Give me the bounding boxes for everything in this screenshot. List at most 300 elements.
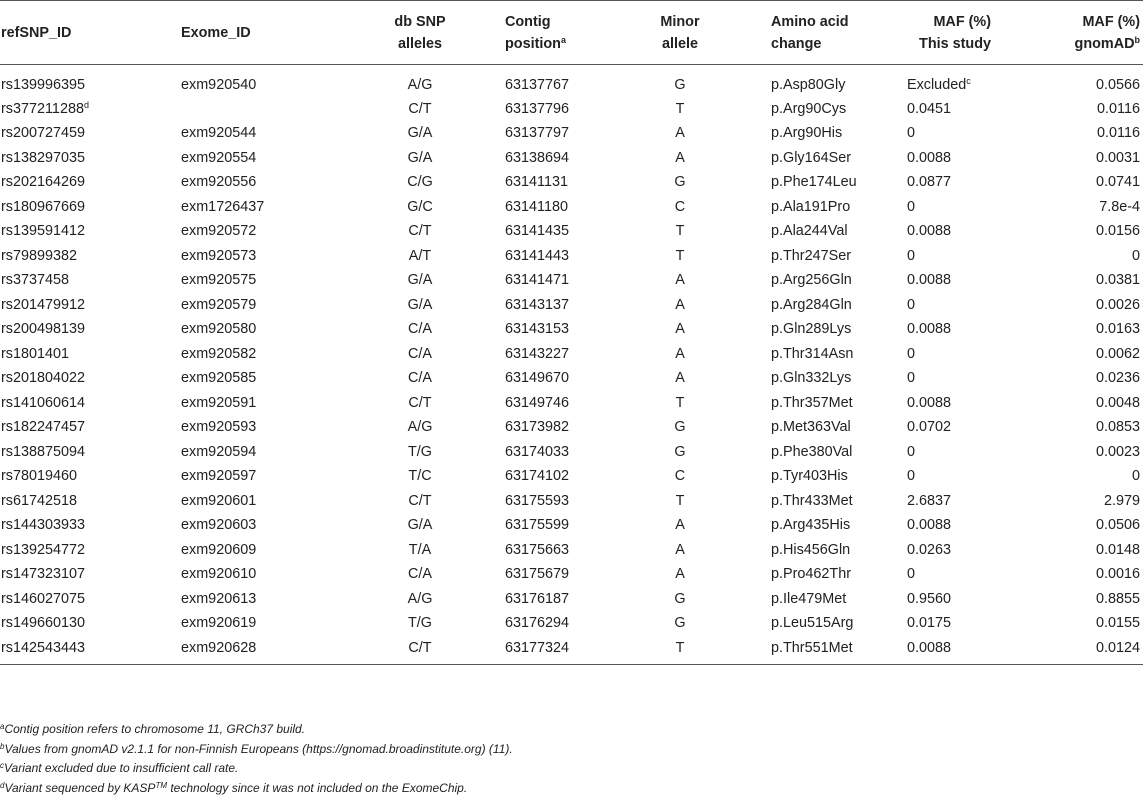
header-exome	[181, 1, 351, 65]
cell-alleles-value: T/C	[408, 468, 432, 485]
cell-maf-gnomad-value: 0.0236	[1095, 370, 1140, 387]
cell-maf-this	[873, 342, 1015, 367]
cell-maf-this-value: 0	[907, 468, 916, 485]
cell-contig	[489, 415, 619, 440]
cell-minor	[619, 268, 741, 293]
cell-minor-value: C	[674, 468, 686, 485]
table-row	[0, 636, 1143, 665]
table-row	[0, 587, 1143, 612]
cell-maf-this-value: 0	[907, 296, 916, 313]
cell-maf-this-value: 0	[907, 566, 916, 583]
cell-maf-gnomad-value: 0	[1131, 468, 1140, 485]
header-maf-this-line1: MAF (%)	[933, 13, 991, 30]
cell-alleles	[351, 415, 489, 440]
cell-contig-value: 63175599	[505, 517, 570, 534]
cell-minor-value: A	[675, 125, 685, 142]
cell-refsnp-value: rs180967669	[1, 198, 86, 215]
cell-alleles	[351, 636, 489, 665]
cell-alleles	[351, 440, 489, 465]
cell-minor	[619, 317, 741, 342]
cell-refsnp	[0, 636, 181, 665]
header-minor-line1: Minor	[660, 13, 700, 30]
cell-maf-gnomad-value: 0.0116	[1097, 125, 1140, 142]
cell-maf-this-value: 0.0702	[907, 419, 952, 436]
footnote-d-trademark: TM	[155, 780, 167, 790]
cell-aa-change	[741, 195, 873, 220]
cell-refsnp	[0, 366, 181, 391]
cell-exome	[181, 587, 351, 612]
cell-maf-this	[873, 121, 1015, 146]
cell-refsnp	[0, 513, 181, 538]
cell-aa-change	[741, 636, 873, 665]
cell-refsnp	[0, 391, 181, 416]
cell-maf-gnomad	[1015, 562, 1143, 587]
cell-maf-this	[873, 464, 1015, 489]
cell-refsnp	[0, 342, 181, 367]
cell-exome-value: exm920610	[181, 566, 257, 583]
table-row	[0, 611, 1143, 636]
cell-alleles-value: C/T	[408, 639, 432, 656]
cell-maf-gnomad	[1015, 366, 1143, 391]
cell-maf-gnomad-value: 0.0023	[1095, 443, 1140, 460]
cell-maf-this	[873, 538, 1015, 563]
cell-refsnp	[0, 121, 181, 146]
cell-exome-value: exm920556	[181, 174, 257, 191]
cell-exome-value: exm920628	[181, 639, 257, 656]
footnote-d-text-end: technology since it was not included on the ExomeChip.	[167, 780, 468, 795]
header-contig-footnote-marker: a	[560, 34, 566, 45]
cell-maf-this-value: 0.0088	[907, 223, 952, 240]
cell-maf-this	[873, 268, 1015, 293]
cell-exome	[181, 293, 351, 318]
cell-contig	[489, 366, 619, 391]
cell-minor-value: T	[675, 247, 685, 264]
cell-aa-change-value: p.Thr551Met	[771, 639, 853, 656]
cell-contig	[489, 244, 619, 269]
cell-minor-value: A	[675, 296, 685, 313]
cell-maf-gnomad-value: 0.0062	[1095, 345, 1140, 362]
cell-maf-this	[873, 489, 1015, 514]
cell-aa-change-value: p.Ala244Val	[771, 223, 848, 240]
cell-maf-this-value: 0	[907, 443, 916, 460]
cell-contig-value: 63174102	[505, 468, 570, 485]
table-row	[0, 195, 1143, 220]
cell-aa-change	[741, 611, 873, 636]
cell-exome-value: exm920591	[181, 394, 257, 411]
cell-aa-change-value: p.Ala191Pro	[771, 198, 851, 215]
cell-aa-change-value: p.Gly164Ser	[771, 149, 851, 166]
cell-refsnp	[0, 611, 181, 636]
cell-alleles-value: G/A	[407, 296, 433, 313]
cell-maf-gnomad-value: 0.0163	[1095, 321, 1140, 338]
cell-exome-value: exm920609	[181, 541, 257, 558]
cell-aa-change	[741, 587, 873, 612]
cell-alleles-value: C/A	[408, 345, 432, 362]
cell-refsnp	[0, 440, 181, 465]
cell-maf-this-value: 0.0088	[907, 321, 952, 338]
cell-alleles-value: C/T	[408, 100, 432, 117]
cell-exome	[181, 636, 351, 665]
table-row	[0, 317, 1143, 342]
cell-alleles-value: G/A	[407, 149, 433, 166]
cell-exome	[181, 440, 351, 465]
cell-maf-this-value: 0	[907, 345, 916, 362]
cell-maf-gnomad	[1015, 268, 1143, 293]
cell-aa-change-value: p.Pro462Thr	[771, 566, 851, 583]
cell-minor	[619, 464, 741, 489]
footnote-d-marker: d	[0, 780, 5, 790]
cell-alleles	[351, 146, 489, 171]
cell-minor	[619, 391, 741, 416]
cell-minor	[619, 562, 741, 587]
cell-contig-value: 63143153	[505, 321, 570, 338]
cell-aa-change-value: p.Arg90Cys	[771, 100, 847, 117]
cell-refsnp-value: rs139996395	[1, 77, 86, 94]
cell-aa-change-value: p.Arg284Gln	[771, 296, 852, 313]
cell-aa-change-value: p.Leu515Arg	[771, 615, 854, 632]
cell-refsnp-value: rs138875094	[1, 443, 86, 460]
cell-contig	[489, 513, 619, 538]
cell-refsnp	[0, 244, 181, 269]
cell-maf-gnomad	[1015, 464, 1143, 489]
cell-minor-value: G	[674, 174, 686, 191]
cell-maf-this	[873, 195, 1015, 220]
cell-aa-change-value: p.Thr247Ser	[771, 247, 851, 264]
cell-maf-gnomad	[1015, 587, 1143, 612]
cell-maf-this	[873, 587, 1015, 612]
cell-alleles	[351, 464, 489, 489]
cell-contig-value: 63173982	[505, 419, 570, 436]
cell-maf-gnomad-value: 0.0116	[1097, 100, 1140, 117]
cell-maf-gnomad-value: 2.979	[1103, 492, 1140, 509]
table-row	[0, 366, 1143, 391]
header-contig-line2: position	[505, 35, 561, 52]
cell-exome	[181, 562, 351, 587]
header-alleles-line2: alleles	[397, 35, 442, 52]
cell-maf-this	[873, 415, 1015, 440]
cell-maf-this	[873, 293, 1015, 318]
cell-minor	[619, 513, 741, 538]
cell-exome-value: exm920582	[181, 345, 257, 362]
cell-aa-change-value: p.Phe380Val	[771, 443, 853, 460]
cell-maf-this-value: 0.0451	[907, 100, 952, 117]
cell-alleles	[351, 366, 489, 391]
cell-contig	[489, 562, 619, 587]
cell-contig	[489, 636, 619, 665]
cell-alleles	[351, 342, 489, 367]
cell-contig-value: 63141435	[505, 223, 570, 240]
cell-aa-change	[741, 538, 873, 563]
cell-minor	[619, 65, 741, 97]
cell-minor-value: G	[674, 615, 686, 632]
header-alleles-line1: db SNP	[394, 13, 446, 30]
cell-maf-this	[873, 440, 1015, 465]
cell-exome	[181, 391, 351, 416]
cell-minor-value: T	[675, 100, 685, 117]
cell-aa-change	[741, 464, 873, 489]
cell-refsnp-value: rs141060614	[1, 394, 86, 411]
cell-contig	[489, 587, 619, 612]
cell-minor	[619, 97, 741, 122]
cell-exome	[181, 538, 351, 563]
cell-minor	[619, 415, 741, 440]
cell-contig-value: 63149746	[505, 394, 570, 411]
cell-contig	[489, 219, 619, 244]
cell-exome-value: exm920603	[181, 517, 257, 534]
cell-alleles-value: C/A	[408, 370, 432, 387]
cell-minor-value: A	[675, 149, 685, 166]
cell-exome	[181, 121, 351, 146]
cell-refsnp-value: rs377211288	[1, 100, 84, 117]
cell-contig	[489, 65, 619, 97]
cell-refsnp-value: rs146027075	[1, 590, 86, 607]
header-maf-gnomad	[1015, 1, 1143, 65]
cell-exome	[181, 317, 351, 342]
cell-aa-change	[741, 219, 873, 244]
cell-alleles	[351, 170, 489, 195]
footnote-a-marker: a	[0, 722, 5, 731]
cell-alleles	[351, 538, 489, 563]
cell-exome-value: exm1726437	[181, 198, 265, 215]
cell-aa-change-value: p.Thr433Met	[771, 492, 853, 509]
cell-maf-this-value: 0.0088	[907, 272, 952, 289]
cell-contig-value: 63175663	[505, 541, 570, 558]
cell-alleles	[351, 65, 489, 97]
cell-contig	[489, 464, 619, 489]
table-row	[0, 219, 1143, 244]
cell-maf-gnomad-value: 7.8e-4	[1099, 198, 1140, 215]
cell-exome-value: exm920594	[181, 443, 257, 460]
cell-minor-value: G	[674, 419, 686, 436]
cell-refsnp-value: rs202164269	[1, 174, 86, 191]
cell-maf-this-value: 0.0088	[907, 639, 952, 656]
table-row	[0, 170, 1143, 195]
header-aa-change	[741, 1, 873, 65]
cell-contig	[489, 317, 619, 342]
cell-contig-value: 63143137	[505, 296, 570, 313]
cell-maf-gnomad	[1015, 538, 1143, 563]
cell-refsnp-value: rs142543443	[1, 639, 86, 656]
cell-aa-change	[741, 489, 873, 514]
cell-alleles-value: C/T	[408, 223, 432, 240]
table-body	[0, 65, 1143, 665]
cell-minor-value: T	[675, 492, 685, 509]
footnote-b-marker: b	[0, 741, 5, 751]
cell-exome	[181, 97, 351, 122]
cell-alleles	[351, 195, 489, 220]
cell-alleles-value: G/A	[407, 125, 433, 142]
footnote-a-text: Contig position refers to chromosome 11, GRCh37 build.	[4, 722, 306, 736]
cell-minor-value: A	[675, 566, 685, 583]
cell-maf-gnomad	[1015, 636, 1143, 665]
cell-refsnp	[0, 562, 181, 587]
cell-maf-gnomad-value: 0.0148	[1095, 541, 1140, 558]
cell-refsnp-value: rs182247457	[1, 419, 86, 436]
table-row	[0, 293, 1143, 318]
cell-minor-value: A	[675, 345, 685, 362]
cell-maf-gnomad-value: 0.8855	[1095, 590, 1140, 607]
cell-contig	[489, 268, 619, 293]
cell-aa-change	[741, 244, 873, 269]
table-row	[0, 440, 1143, 465]
cell-maf-this	[873, 65, 1015, 97]
cell-alleles	[351, 317, 489, 342]
cell-refsnp-value: rs200727459	[1, 125, 86, 142]
cell-maf-this	[873, 97, 1015, 122]
cell-aa-change	[741, 146, 873, 171]
cell-refsnp	[0, 195, 181, 220]
footnote-d	[0, 779, 1143, 799]
cell-exome	[181, 170, 351, 195]
cell-alleles	[351, 562, 489, 587]
cell-minor	[619, 293, 741, 318]
cell-maf-this	[873, 636, 1015, 665]
cell-refsnp-value: rs149660130	[1, 615, 86, 632]
cell-exome-value: exm920554	[181, 149, 257, 166]
cell-maf-gnomad-value: 0.0156	[1095, 223, 1140, 240]
cell-maf-this	[873, 611, 1015, 636]
cell-maf-gnomad-value: 0.0155	[1095, 615, 1140, 632]
cell-refsnp	[0, 146, 181, 171]
cell-maf-gnomad-value: 0.0124	[1095, 639, 1140, 656]
cell-exome-value: exm920613	[181, 590, 257, 607]
cell-aa-change	[741, 562, 873, 587]
cell-maf-gnomad-value: 0.0016	[1095, 566, 1140, 583]
cell-exome	[181, 219, 351, 244]
cell-maf-this	[873, 391, 1015, 416]
cell-contig	[489, 489, 619, 514]
cell-minor	[619, 636, 741, 665]
cell-contig	[489, 391, 619, 416]
cell-refsnp	[0, 293, 181, 318]
cell-minor	[619, 170, 741, 195]
cell-alleles-value: T/G	[408, 615, 432, 632]
cell-alleles-value: C/T	[408, 394, 432, 411]
cell-exome	[181, 195, 351, 220]
cell-maf-this	[873, 366, 1015, 391]
cell-aa-change	[741, 317, 873, 342]
cell-alleles	[351, 121, 489, 146]
footnote-c	[0, 759, 1143, 779]
cell-maf-gnomad	[1015, 195, 1143, 220]
cell-refsnp-value: rs139254772	[1, 541, 86, 558]
header-aa-line1: Amino acid	[771, 13, 849, 30]
cell-alleles-value: T/A	[408, 541, 432, 558]
table-row	[0, 562, 1143, 587]
cell-maf-gnomad	[1015, 440, 1143, 465]
table-row	[0, 342, 1143, 367]
cell-maf-gnomad	[1015, 219, 1143, 244]
cell-minor	[619, 489, 741, 514]
cell-refsnp-value: rs201804022	[1, 370, 86, 387]
cell-refsnp	[0, 489, 181, 514]
cell-contig	[489, 538, 619, 563]
header-exome-label: Exome_ID	[181, 24, 251, 41]
cell-maf-this	[873, 317, 1015, 342]
cell-maf-gnomad	[1015, 65, 1143, 97]
table-row	[0, 244, 1143, 269]
cell-aa-change-value: p.Ile479Met	[771, 590, 847, 607]
header-refsnp-label: refSNP_ID	[1, 24, 72, 41]
cell-contig	[489, 97, 619, 122]
cell-exome	[181, 65, 351, 97]
table-row	[0, 538, 1143, 563]
cell-refsnp	[0, 97, 181, 122]
cell-contig-value: 63141180	[505, 198, 568, 215]
cell-maf-gnomad	[1015, 317, 1143, 342]
cell-exome	[181, 415, 351, 440]
cell-alleles-value: A/G	[407, 77, 433, 94]
cell-aa-change-value: p.Tyr403His	[771, 468, 848, 485]
cell-minor-value: A	[675, 370, 685, 387]
cell-maf-gnomad	[1015, 391, 1143, 416]
cell-minor	[619, 146, 741, 171]
cell-minor	[619, 611, 741, 636]
cell-refsnp-value: rs61742518	[1, 492, 78, 509]
cell-alleles-value: C/A	[408, 321, 432, 338]
cell-exome	[181, 611, 351, 636]
cell-refsnp	[0, 219, 181, 244]
cell-maf-gnomad-value: 0	[1131, 247, 1140, 264]
cell-alleles	[351, 611, 489, 636]
cell-contig-value: 63137797	[505, 125, 570, 142]
cell-contig-value: 63177324	[505, 639, 570, 656]
cell-aa-change-value: p.Arg435His	[771, 517, 851, 534]
table-row	[0, 97, 1143, 122]
table-row	[0, 391, 1143, 416]
cell-aa-change	[741, 342, 873, 367]
cell-refsnp-value: rs139591412	[1, 223, 86, 240]
footnote-c-marker: c	[0, 761, 4, 771]
cell-alleles	[351, 391, 489, 416]
cell-aa-change	[741, 366, 873, 391]
cell-refsnp	[0, 538, 181, 563]
cell-exome-value: exm920593	[181, 419, 257, 436]
cell-aa-change-value: p.Thr314Asn	[771, 345, 854, 362]
cell-aa-change-value: p.Gln289Lys	[771, 321, 852, 338]
cell-minor	[619, 244, 741, 269]
cell-refsnp	[0, 464, 181, 489]
cell-aa-change	[741, 513, 873, 538]
cell-alleles-value: G/A	[407, 517, 433, 534]
cell-refsnp-value: rs200498139	[1, 321, 86, 338]
cell-contig-value: 63143227	[505, 345, 570, 362]
cell-contig-value: 63176187	[505, 590, 570, 607]
cell-alleles	[351, 587, 489, 612]
cell-minor-value: A	[675, 541, 685, 558]
cell-minor-value: C	[674, 198, 686, 215]
cell-maf-gnomad	[1015, 170, 1143, 195]
cell-minor	[619, 342, 741, 367]
cell-alleles-value: G/C	[407, 198, 433, 215]
cell-contig	[489, 146, 619, 171]
cell-aa-change-value: p.Asp80Gly	[771, 77, 846, 94]
cell-exome-value: exm920572	[181, 223, 257, 240]
cell-refsnp-value: rs79899382	[1, 247, 78, 264]
cell-maf-gnomad-value: 0.0048	[1095, 394, 1140, 411]
cell-refsnp	[0, 587, 181, 612]
cell-alleles	[351, 219, 489, 244]
cell-maf-gnomad-value: 0.0381	[1095, 272, 1140, 289]
cell-alleles-value: A/G	[407, 590, 433, 607]
cell-exome-value: exm920540	[181, 77, 257, 94]
cell-maf-this-value: 0.0088	[907, 517, 952, 534]
cell-maf-this-value: 0.0263	[907, 541, 952, 558]
cell-exome-value: exm920619	[181, 615, 257, 632]
cell-maf-this-value: 0	[907, 125, 916, 142]
cell-maf-gnomad-value: 0.0026	[1095, 296, 1140, 313]
cell-alleles	[351, 513, 489, 538]
